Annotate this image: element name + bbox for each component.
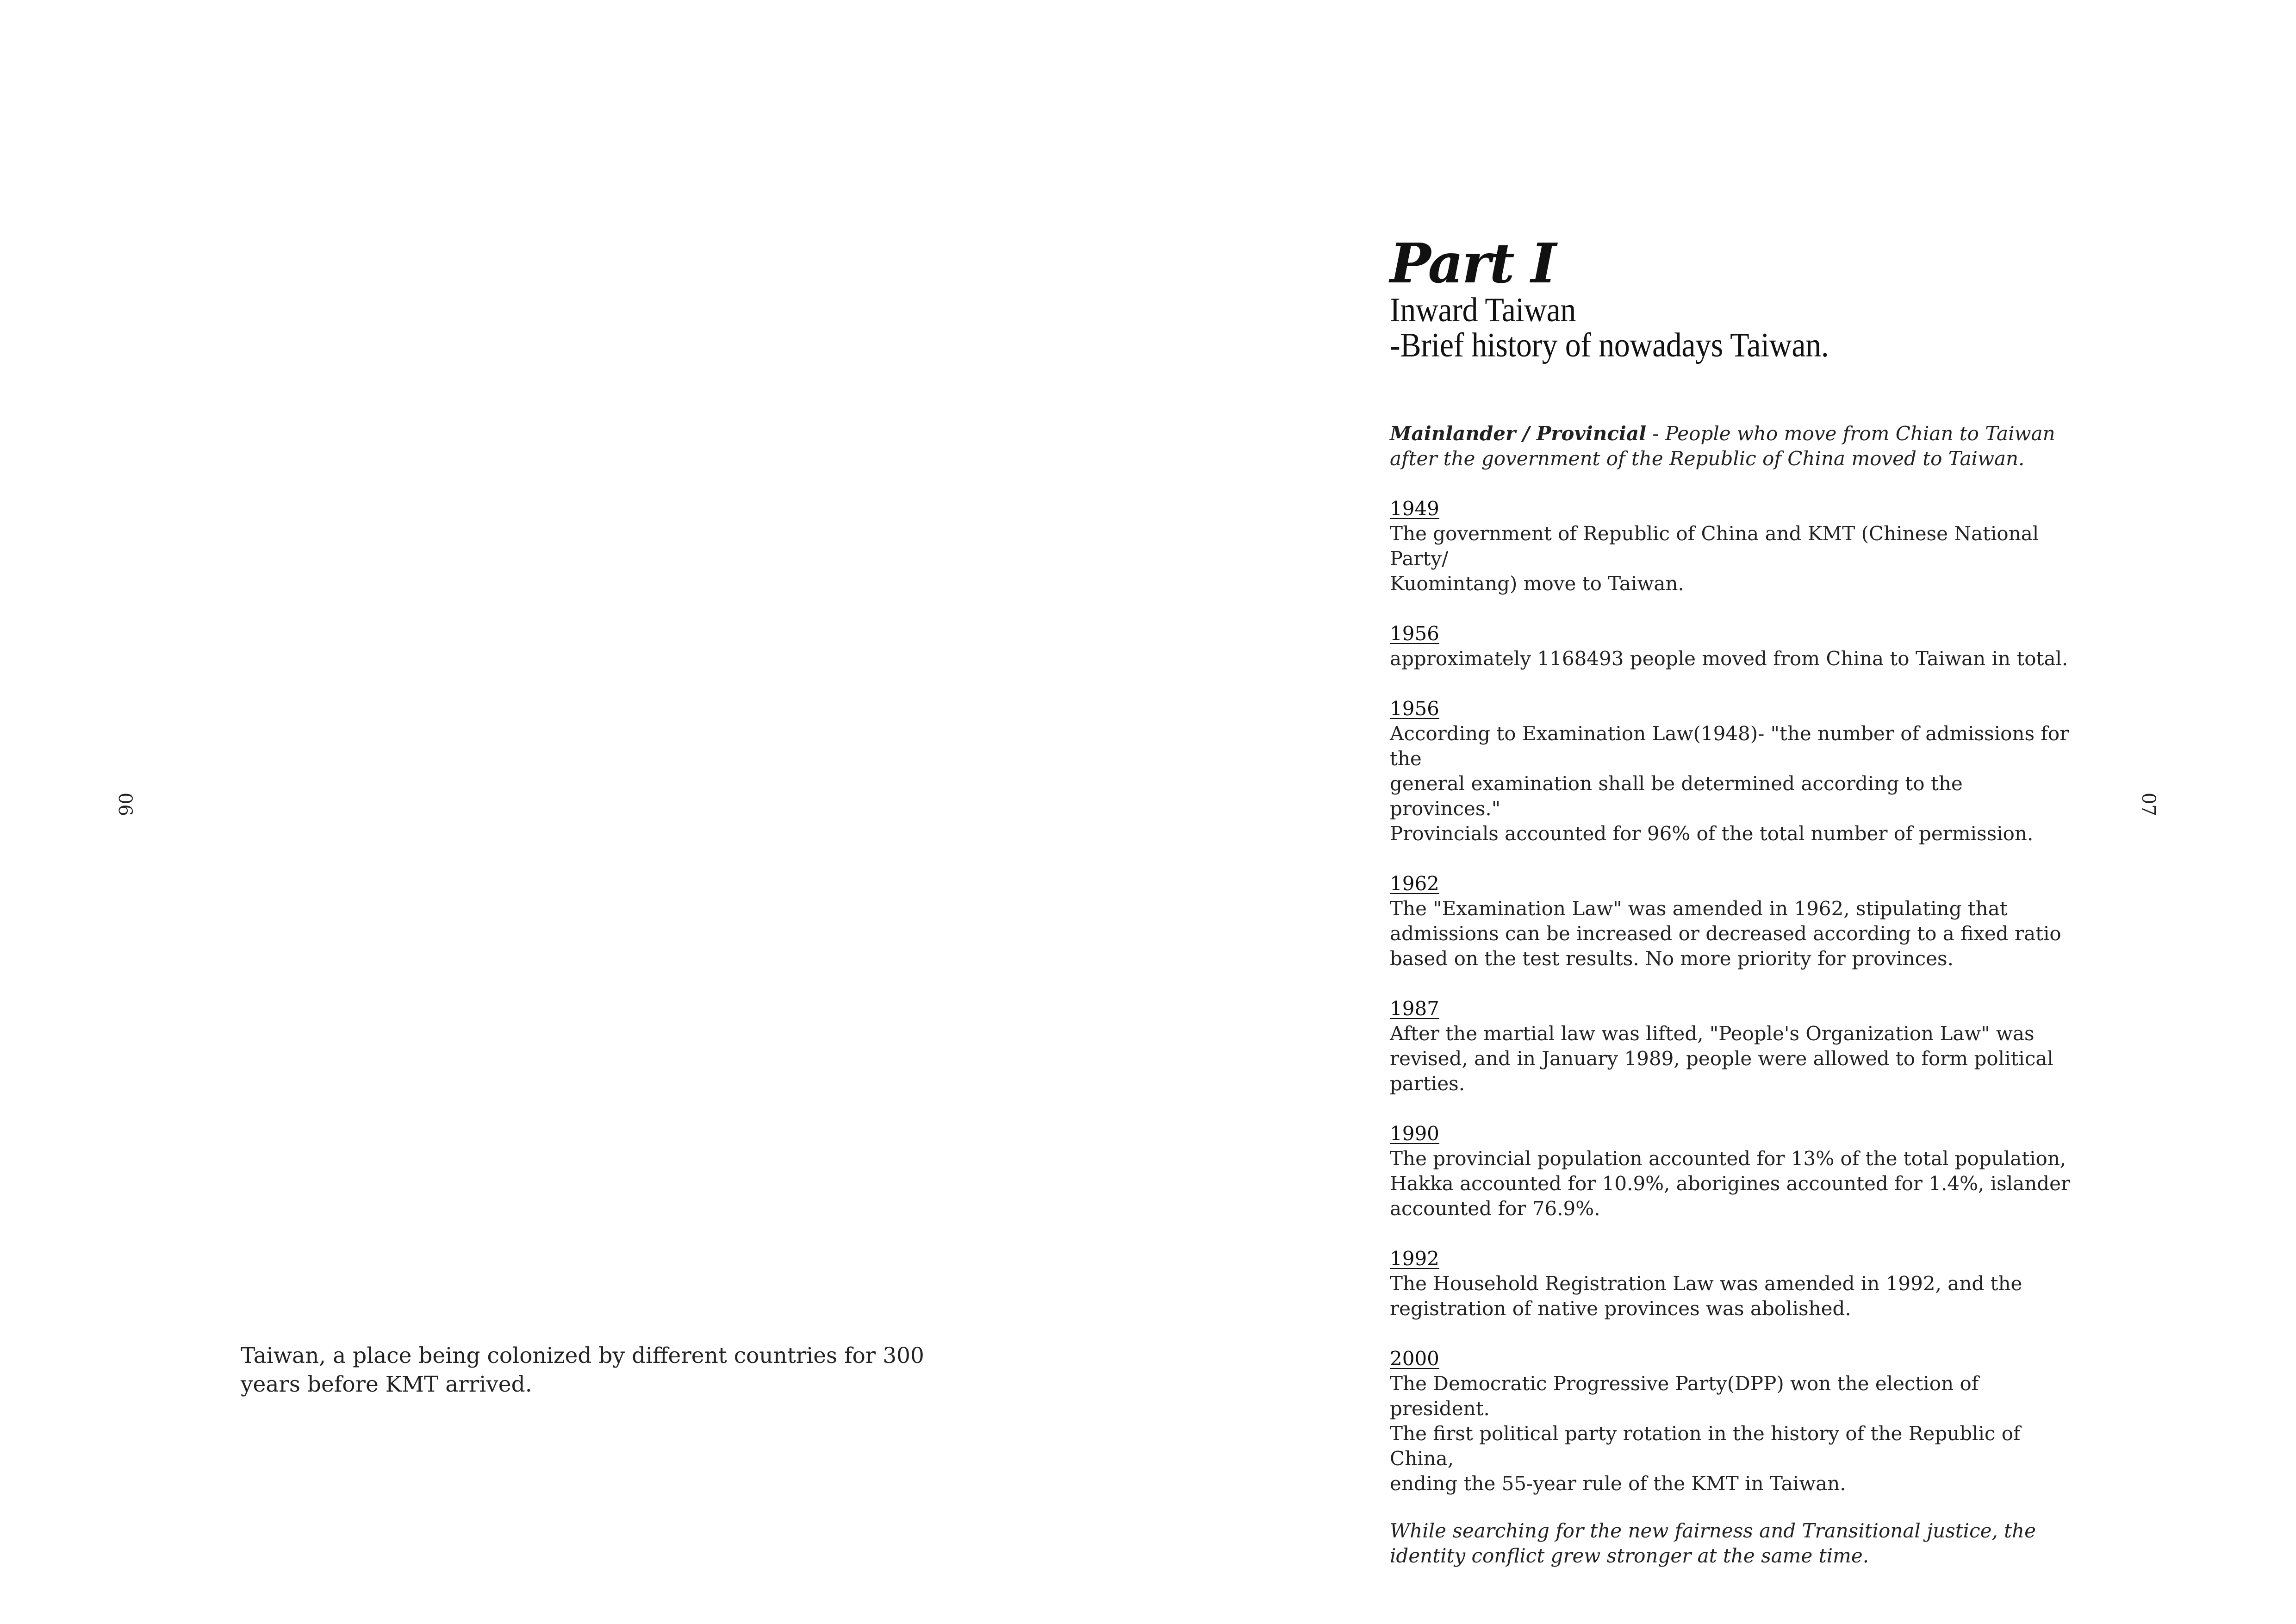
definition-paragraph: [1390, 421, 2075, 471]
timeline-text: The Democratic Progressive Party(DPP) won the election of president. The first political party rotation in the history of the Republic of China, ending the 55-year rule of the KMT in Taiwan.: [1390, 1372, 2021, 1495]
part-title: Part I: [1390, 231, 1555, 295]
right-page-number: 07: [2138, 793, 2159, 816]
timeline-entry: [1390, 1246, 2075, 1321]
timeline-year: 1962: [1390, 872, 1439, 895]
timeline-text: According to Examination Law(1948)- "the number of admissions for the general examination shall be determined according to the provinces." Provincials accounted for 96% of the total number of permission.: [1390, 722, 2069, 845]
timeline-year: 1987: [1390, 997, 1439, 1020]
timeline-entry: [1390, 1121, 2075, 1221]
closing-statement: While searching for the new fairness and Transitional justice, the identity conflict grew stronger at the same time.: [1390, 1519, 2036, 1567]
timeline-text: The government of Republic of China and KMT (Chinese National Party/ Kuomintang) move to Taiwan.: [1390, 522, 2039, 595]
timeline-year: 2000: [1390, 1347, 1439, 1370]
definition-text: - People who move from Chian to Taiwan after the government of the Republic of China moved to Taiwan.: [1390, 422, 2055, 470]
left-page-caption: Taiwan, a place being colonized by different countries for 300 years before KMT arrived.: [241, 1343, 924, 1397]
timeline-year: 1956: [1390, 697, 1439, 720]
timeline-entry: [1390, 996, 2075, 1096]
subtitle: [1390, 293, 2020, 363]
timeline: [1390, 496, 2075, 1496]
timeline-text: The "Examination Law" was amended in 1962, stipulating that admissions can be increased or decreased according to a fixed ratio based on the test results. No more priority for provinces.: [1390, 897, 2061, 970]
right-page-content: [1390, 231, 2075, 1568]
subtitle-line-2: -Brief history of nowadays Taiwan.: [1390, 326, 1829, 364]
timeline-entry: [1390, 621, 2075, 671]
timeline-year: 1990: [1390, 1122, 1439, 1145]
timeline-text: approximately 1168493 people moved from China to Taiwan in total.: [1390, 647, 2068, 670]
timeline-entry: [1390, 871, 2075, 971]
timeline-text: The provincial population accounted for 13% of the total population, Hakka accounted for 10.9%, aborigines accounted for 1.4%, islander accounted for 76.9%.: [1390, 1147, 2071, 1220]
subtitle-line-1: Inward Taiwan: [1390, 291, 1576, 329]
definition-term: Mainlander / Provincial: [1390, 422, 1647, 445]
timeline-year: 1956: [1390, 622, 1439, 645]
left-page-number: 06: [114, 793, 136, 816]
timeline-entry: [1390, 696, 2075, 846]
timeline-year: 1992: [1390, 1247, 1439, 1270]
timeline-entry: [1390, 496, 2075, 596]
timeline-entry: [1390, 1346, 2075, 1496]
timeline-text: After the martial law was lifted, "People's Organization Law" was revised, and in January 1989, people were allowed to form political parties.: [1390, 1022, 2053, 1095]
timeline-text: The Household Registration Law was amended in 1992, and the registration of native provinces was abolished.: [1390, 1272, 2022, 1320]
timeline-year: 1949: [1390, 497, 1439, 520]
